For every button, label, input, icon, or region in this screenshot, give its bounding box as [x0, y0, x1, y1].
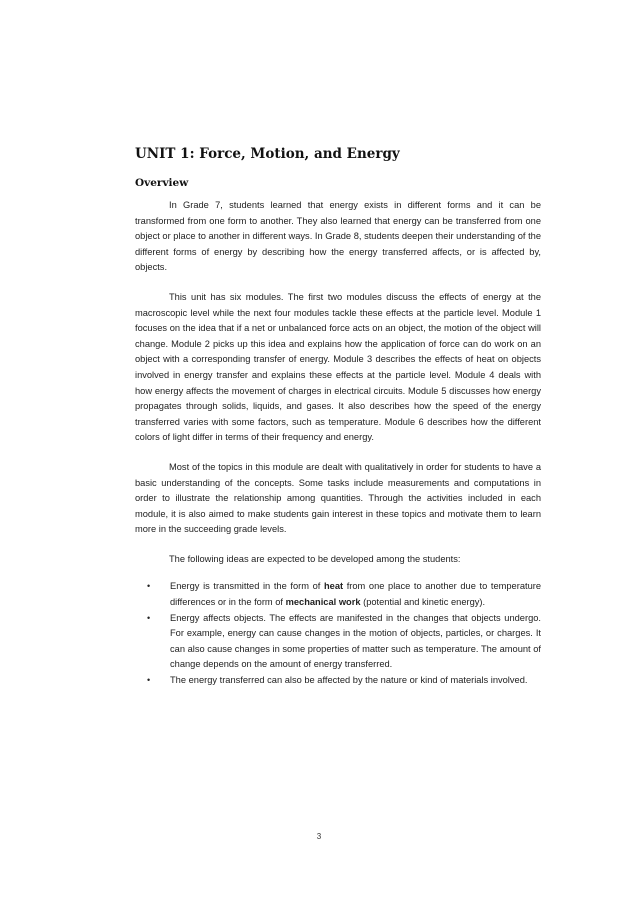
bullet-text: Energy affects objects. The effects are manifested in the changes that objects undergo. For example, energy can cause changes in the motion of objects, particles, or charges. It can also cause changes in some properties of matter such as temperature. The amount of change depends on the amount of energy transferred. [170, 612, 541, 670]
paragraph-grade-progression: In Grade 7, students learned that energy exists in different forms and it can be transformed from one form to another. They also learned that energy can be transferred from one object or place to another in different ways. In Grade 8, students deepen their understanding of the different forms of energy by describing how the energy transferred affects, or is affected by, objects. [135, 200, 541, 273]
paragraph-approach: Most of the topics in this module are dealt with qualitatively in order for students to have a basic understanding of the concepts. Some tasks include measurements and computations in order to illustrate the relationship among quantities. Through the activities included in each module, it is also aimed to make students gain interest in these topics and motivate them to learn more in the succeeding grade levels. [135, 461, 541, 535]
bullet-text-part: Energy is transmitted in the form of [170, 581, 324, 592]
unit-title: UNIT 1: Force, Motion, and Energy [135, 146, 400, 162]
list-item [135, 673, 541, 689]
page-content [135, 146, 541, 689]
bullet-icon: • [147, 612, 151, 623]
ideas-intro: The following ideas are expected to be developed among the students: [169, 553, 461, 564]
paragraph-modules-summary: This unit has six modules. The first two modules discuss the effects of energy at the macroscopic level while the next four modules tackle these effects at the particle level. Module 1 focuses on the idea that if a net or unbalanced force acts on an object, the motion of the object will change. Module 2 picks up this idea and explains how the application of force can do work on an object with a corresponding transfer of energy. Module 3 describes the effects of heat on objects involved in energy transfer and explains these effects at the particle level. Module 4 deals with how energy affects the movement of charges in electrical circuits. Module 5 discusses how energy propagates through solids, liquids, and gases. It also describes how the speed of the energy transferred varies with some factors, such as temperature. Module 6 describes how the different colors of light differ in terms of their frequency and energy. [135, 291, 541, 443]
bullet-text-part: from one place to another due to temperature differences or in the form of [170, 581, 542, 608]
list-item [135, 611, 541, 673]
bullet-icon: • [147, 675, 151, 686]
ideas-list [135, 579, 541, 688]
bold-term-mechanical-work: mechanical work [285, 597, 361, 608]
overview-heading: Overview [135, 177, 189, 189]
bold-term-heat: heat [323, 581, 344, 592]
list-item [135, 579, 541, 610]
bullet-icon: • [147, 581, 151, 592]
page-number: 3 [316, 832, 322, 841]
bullet-text-part: (potential and kinetic energy). [360, 597, 486, 608]
bullet-text: The energy transferred can also be affected by the nature or kind of materials involved. [170, 675, 528, 686]
